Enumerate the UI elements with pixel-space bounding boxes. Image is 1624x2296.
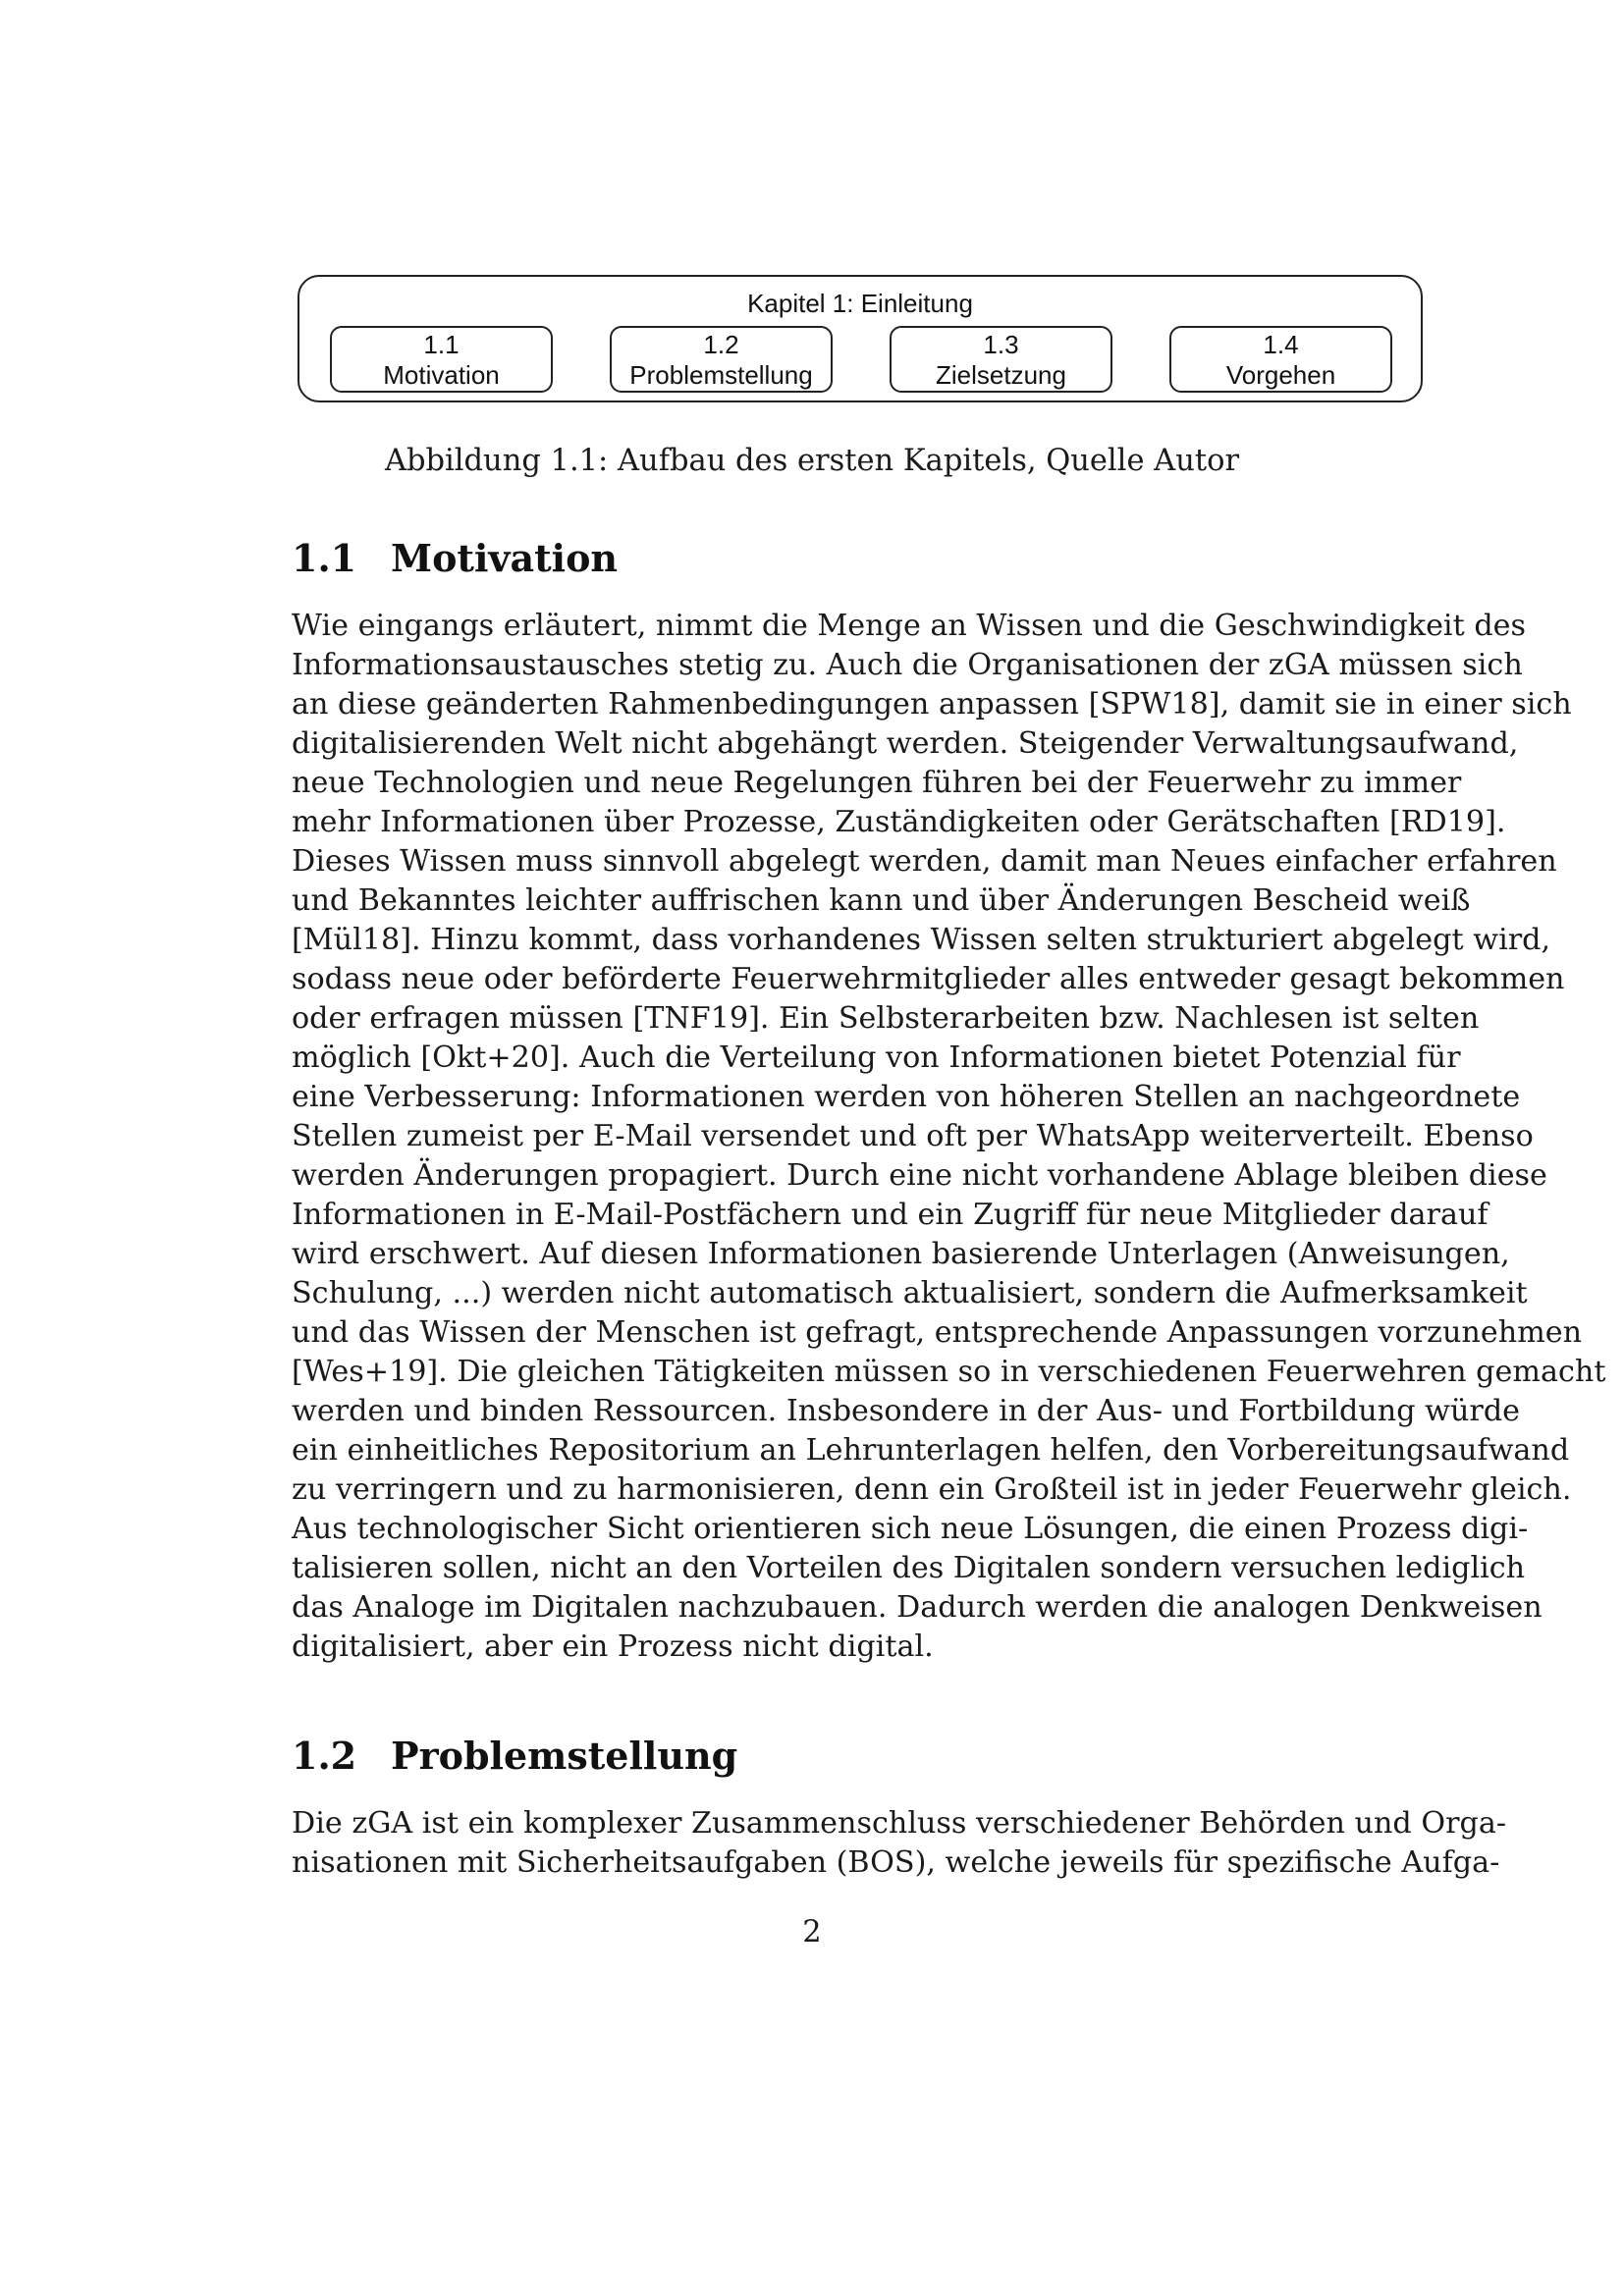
text-line: werden Änderungen propagiert. Durch eine nicht vorhandene Ablage bleiben diese xyxy=(292,1158,1547,1193)
section-body-problemstellung xyxy=(292,1804,1507,1883)
text-line: das Analoge im Digitalen nachzubauen. Dadurch werden die analogen Denkweisen xyxy=(292,1590,1543,1625)
chapter-overview-figure xyxy=(298,275,1423,402)
text-line: an diese geänderten Rahmenbedingungen anpassen [SPW18], damit sie in einer sich xyxy=(292,687,1572,721)
text-line: Informationen in E-Mail-Postfächern und ein Zugriff für neue Mitglieder darauf xyxy=(292,1198,1489,1232)
text-line: werden und binden Ressourcen. Insbesondere in der Aus- und Fortbildung würde xyxy=(292,1394,1521,1428)
text-line: oder erfragen müssen [TNF19]. Ein Selbsterarbeiten bzw. Nachlesen ist selten xyxy=(292,1001,1480,1036)
text-line: [Wes+19]. Die gleichen Tätigkeiten müssen so in verschiedenen Feuerwehren gemacht xyxy=(292,1355,1606,1389)
section-number: 1.1 xyxy=(292,536,357,580)
figure-box-number: 1.2 xyxy=(703,330,739,359)
text-line: digitalisierenden Welt nicht abgehängt werden. Steigender Verwaltungsaufwand, xyxy=(292,726,1519,761)
text-line: neue Technologien und neue Regelungen führen bei der Feuerwehr zu immer xyxy=(292,766,1462,800)
text-line: zu verringern und zu harmonisieren, denn ein Großteil ist in jeder Feuerwehr gleich. xyxy=(292,1472,1572,1507)
text-line: Stellen zumeist per E-Mail versendet und oft per WhatsApp weiterverteilt. Ebenso xyxy=(292,1119,1534,1153)
text-line: Informationsaustausches stetig zu. Auch die Organisationen der zGA müssen sich xyxy=(292,648,1523,682)
text-line: und Bekanntes leichter auffrischen kann und über Änderungen Bescheid weiß xyxy=(292,883,1471,918)
text-line: Die zGA ist ein komplexer Zusammenschluss verschiedener Behörden und Orga- xyxy=(292,1806,1507,1841)
section-title: Motivation xyxy=(391,536,619,580)
text-line: Aus technologischer Sicht orientieren sich neue Lösungen, die einen Prozess digi- xyxy=(292,1512,1529,1546)
figure-box-vorgehen xyxy=(1169,326,1392,393)
text-line: wird erschwert. Auf diesen Informationen basierende Unterlagen (Anweisungen, xyxy=(292,1237,1510,1271)
figure-box-number: 1.4 xyxy=(1263,330,1299,359)
text-line: mehr Informationen über Prozesse, Zuständigkeiten oder Gerätschaften [RD19]. xyxy=(292,805,1506,839)
section-heading-motivation xyxy=(292,536,618,580)
figure-box-motivation xyxy=(330,326,553,393)
section-heading-problemstellung xyxy=(292,1734,737,1778)
figure-box-number: 1.1 xyxy=(423,330,460,359)
figure-box-label: Problemstellung xyxy=(629,360,813,390)
text-line: Schulung, ...) werden nicht automatisch aktualisiert, sondern die Aufmerksamkeit xyxy=(292,1276,1528,1310)
text-line: sodass neue oder beförderte Feuerwehrmitglieder alles entweder gesagt bekommen xyxy=(292,962,1565,996)
text-line: talisieren sollen, nicht an den Vorteilen des Digitalen sondern versuchen lediglich xyxy=(292,1551,1526,1585)
figure-box-problemstellung xyxy=(610,326,833,393)
section-body-motivation xyxy=(292,607,1606,1667)
text-line: digitalisiert, aber ein Prozess nicht digital. xyxy=(292,1629,934,1664)
section-title: Problemstellung xyxy=(391,1734,738,1778)
page-number: 2 xyxy=(802,1915,822,1949)
figure-title: Kapitel 1: Einleitung xyxy=(747,289,973,318)
figure-box-zielsetzung xyxy=(890,326,1112,393)
section-number: 1.2 xyxy=(292,1734,357,1778)
text-line: Dieses Wissen muss sinnvoll abgelegt werden, damit man Neues einfacher erfahren xyxy=(292,844,1557,879)
text-line: eine Verbesserung: Informationen werden von höheren Stellen an nachgeordnete xyxy=(292,1080,1521,1114)
text-line: Wie eingangs erläutert, nimmt die Menge an Wissen und die Geschwindigkeit des xyxy=(292,609,1526,643)
text-line: nisationen mit Sicherheitsaufgaben (BOS), welche jeweils für spezifische Aufga- xyxy=(292,1845,1500,1880)
figure-box-label: Zielsetzung xyxy=(936,360,1066,390)
text-line: und das Wissen der Menschen ist gefragt, entsprechende Anpassungen vorzunehmen xyxy=(292,1315,1583,1350)
figure-box-number: 1.3 xyxy=(983,330,1019,359)
text-line: [Mül18]. Hinzu kommt, dass vorhandenes Wissen selten strukturiert abgelegt wird, xyxy=(292,923,1551,957)
figure-box-label: Vorgehen xyxy=(1225,360,1336,390)
figure-caption: Abbildung 1.1: Aufbau des ersten Kapitels, Quelle Autor xyxy=(384,444,1240,478)
text-line: möglich [Okt+20]. Auch die Verteilung von Informationen bietet Potenzial für xyxy=(292,1041,1461,1075)
text-line: ein einheitliches Repositorium an Lehrunterlagen helfen, den Vorbereitungsaufwand xyxy=(292,1433,1570,1468)
figure-box-label: Motivation xyxy=(383,360,500,390)
